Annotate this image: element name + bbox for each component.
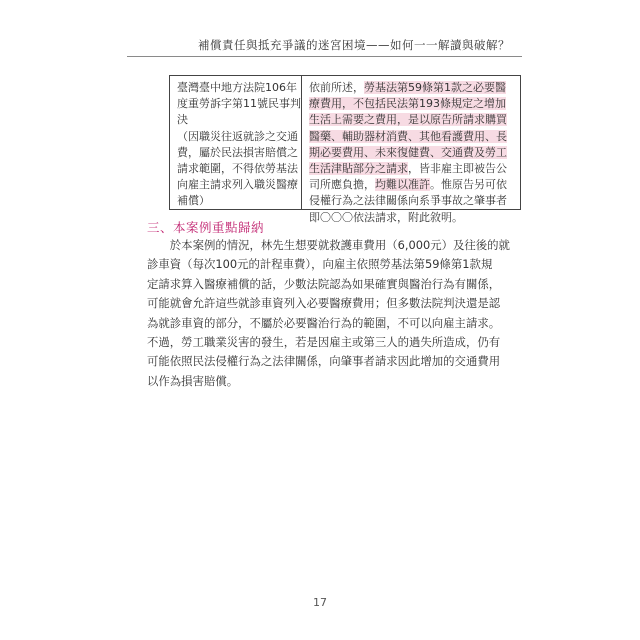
- paragraph-line: 可能依照民法侵權行為之法律關係，向肇事者請求因此增加的交通費用: [147, 354, 501, 369]
- paragraph-line: 診車資（每次100元的計程車費），向雇主依照勞基法第59條第1款規: [147, 257, 493, 272]
- paragraph-line: 為就診車資的部分，不屬於必要醫治行為的範圍，不可以向雇主請求。: [147, 315, 501, 330]
- case-citation-cell: [170, 76, 302, 209]
- case-ruling-cell: [302, 76, 520, 224]
- header-rule: [127, 56, 522, 57]
- citation-line: 向雇主請求列入職災醫療: [177, 178, 298, 192]
- case-table: [169, 75, 521, 224]
- citation-line: （因職災往返就診之交通: [177, 129, 298, 143]
- citation-line: 補償）: [177, 194, 210, 208]
- citation-line: 請求範圍，不得依勞基法: [177, 162, 298, 176]
- paragraph-line: 可能就會允許這些就診車資列入必要醫療費用；但多數法院判決還是認: [147, 296, 501, 311]
- running-head: 補償責任與抵充爭議的迷宮困境——如何一一解讀與破解？: [198, 38, 510, 52]
- ruling-text: 。惟原告另可依侵權行為之法律關係向系爭事故之肇事者即〇〇〇依法請求，附此敘明。: [309, 178, 507, 224]
- ruling-text: ，皆非雇主即被告公司所應負擔，: [309, 162, 507, 192]
- body-paragraph: [147, 236, 510, 391]
- ruling-highlight: 勞基法第59條第1款之必要醫療費用: [309, 81, 506, 111]
- paragraph-line: 不過，勞工職業災害的發生，若是因雇主或第三人的過失所造成，仍有: [147, 335, 501, 350]
- citation-line: 度重勞訴字第11號民事判: [177, 97, 301, 111]
- ruling-highlight: ，不包括民法第193條規定之增加生活上需要之費用，是以原告所請求購買醫藥、輔助器材消費、其他看護費用、長期必要費用、未來復健費、交通費及勞工生活津貼部分之請求: [309, 97, 507, 176]
- citation-line: 臺灣臺中地方法院106年: [177, 81, 297, 94]
- paragraph-line: 於本案例的情況，林先生想要就救護車費用（6,000元）及往後的就: [147, 238, 510, 252]
- citation-line: 決: [177, 113, 188, 127]
- ruling-text: 依前所述，: [309, 81, 364, 94]
- paragraph-line: 定請求算入醫療補償的話，少數法院認為如果確實與醫治行為有關係，: [147, 276, 501, 291]
- ruling-highlight: 均難以准許: [375, 178, 430, 192]
- page-number: 17: [313, 596, 327, 609]
- citation-line: 費，屬於民法損害賠償之: [177, 145, 298, 159]
- paragraph-line: 以作為損害賠償。: [147, 373, 239, 388]
- section-title: 三、本案例重點歸納: [147, 220, 265, 235]
